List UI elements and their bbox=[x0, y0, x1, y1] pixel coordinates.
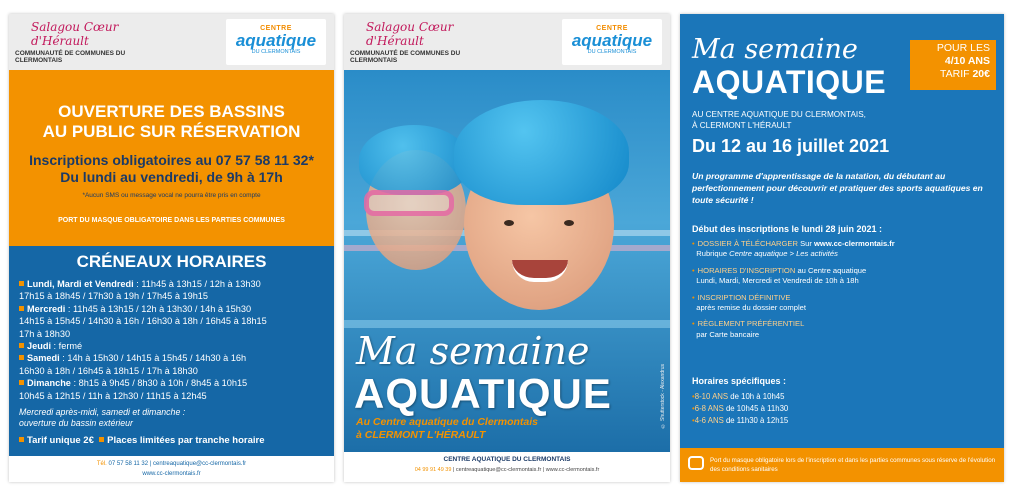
logo-community: COMMUNAUTÉ DE COMMUNES DU CLERMONTAIS bbox=[15, 50, 126, 64]
age-price-badge bbox=[910, 40, 996, 90]
bullet-square bbox=[19, 355, 24, 360]
program-description: Un programme d'apprentissage de la natation, du débutant au perfectionnement pour découvrir et pratiquer des sports aquatiques en toute sécurité ! bbox=[692, 171, 983, 205]
aquatique-title: AQUATIQUE bbox=[354, 370, 612, 417]
logo-centre: CENTRE bbox=[596, 25, 628, 32]
bullet-square bbox=[99, 437, 104, 442]
schedule-line: Mercredi : 11h45 à 13h15 / 12h à 13h30 / 14h à 15h30 bbox=[19, 303, 324, 315]
inscription-line1: Inscriptions obligatoires au 07 57 58 11 32* bbox=[29, 152, 314, 168]
list-item: •4-6 ANS de 11h30 à 12h15 bbox=[692, 416, 789, 425]
location: AU CENTRE AQUATIQUE DU CLERMONTAIS, À CLERMONT L'HÉRAULT bbox=[692, 110, 866, 130]
age-range: 4/10 ANS bbox=[944, 55, 990, 67]
age-label: POUR LES bbox=[936, 42, 990, 54]
logo-brand: Salagou Cœur d'Hérault bbox=[366, 20, 454, 48]
poster-photo bbox=[344, 14, 670, 482]
schedule-line: 17h à 18h30 bbox=[19, 328, 71, 339]
creneaux-section bbox=[9, 246, 334, 456]
schedule-line: 17h15 à 18h45 / 17h30 à 19h / 17h45 à 19h15 bbox=[19, 291, 209, 302]
mask-footer-text: Port du masque obligatoire lors de l'inscription et dans les parties communes sous réserve de l'évolution des conditions sanitaires bbox=[710, 457, 996, 473]
logo-clermontais: DU CLERMONTAIS bbox=[587, 49, 637, 55]
logo-clermontais: DU CLERMONTAIS bbox=[251, 49, 301, 55]
logo-aquatique: aquatique bbox=[571, 31, 653, 50]
salagou-logo bbox=[15, 20, 165, 64]
centre-aquatique-logo bbox=[226, 19, 326, 65]
contact-line: 04 99 91 49 39 | centreaquatique@cc-clermontais.fr | www.cc-clermontais.fr bbox=[414, 467, 600, 473]
aquatique-title: AQUATIQUE bbox=[692, 64, 887, 100]
website-link[interactable]: www.cc-clermontais.fr bbox=[142, 471, 201, 477]
poster-program bbox=[680, 14, 1004, 482]
bullet-square bbox=[19, 380, 24, 385]
tarif-line: Tarif unique 2€ Places limitées par tranche horaire bbox=[19, 435, 324, 446]
bullet-square bbox=[19, 343, 24, 348]
tel-number: 07 57 58 11 32 bbox=[108, 461, 149, 467]
poster-header bbox=[344, 14, 670, 70]
opening-title-line1: OUVERTURE DES BASSINS bbox=[58, 102, 285, 121]
event-date: Du 12 au 16 juillet 2021 bbox=[692, 136, 890, 156]
list-item: • RÈGLEMENT PRÉFÉRENTIEL par Carte bancaire bbox=[692, 319, 805, 339]
poster-opening-hours bbox=[9, 14, 334, 482]
schedule-line: 16h30 à 18h / 16h45 à 18h15 / 17h à 18h30 bbox=[19, 365, 198, 376]
mask-icon bbox=[688, 456, 704, 470]
tel-label: Tél. bbox=[96, 461, 107, 467]
centre-name: CENTRE AQUATIQUE DU CLERMONTAIS bbox=[443, 456, 571, 463]
schedule-line: Dimanche : 8h15 à 9h45 / 8h30 à 10h / 8h45 à 10h15 bbox=[19, 377, 324, 389]
bullet-square bbox=[19, 306, 24, 311]
list-item: • INSCRIPTION DÉFINITIVE après remise du dossier complet bbox=[692, 292, 806, 313]
schedule-line: 14h15 à 15h45 / 14h30 à 16h / 16h30 à 18h / 16h45 à 18h15 bbox=[19, 316, 267, 327]
ma-semaine-title: Ma semaine bbox=[356, 329, 590, 373]
ma-semaine-title: Ma semaine bbox=[692, 34, 858, 65]
specific-hours-title: Horaires spécifiques : bbox=[692, 376, 787, 386]
bullet-square bbox=[19, 437, 24, 442]
contact-email[interactable]: centreaquatique@cc-clermontais.fr bbox=[153, 461, 247, 467]
schedule-line: Jeudi : fermé bbox=[19, 340, 324, 352]
contact-footer: Tél. 07 57 58 11 32 | centreaquatique@cc-clermontais.fr www.cc-clermontais.fr bbox=[9, 456, 334, 482]
contact-footer bbox=[344, 452, 670, 482]
centre-aquatique-logo bbox=[562, 19, 662, 65]
list-item: • DOSSIER À TÉLÉCHARGER Sur www.cc-clermontais.fr Rubrique Centre aquatique > Les activités bbox=[692, 239, 895, 259]
opening-section bbox=[9, 70, 334, 246]
schedule-line: 10h45 à 12h15 / 11h à 12h30 / 11h15 à 12h45 bbox=[19, 390, 207, 401]
location-subtitle: Au Centre aquatique du Clermontais à CLERMONT L'HÉRAULT bbox=[356, 416, 539, 441]
logo-brand: Salagou Cœur d'Hérault bbox=[31, 20, 119, 48]
inscription-line2: Du lundi au vendredi, de 9h à 17h bbox=[60, 169, 283, 185]
logo-community: COMMUNAUTÉ DE COMMUNES DU CLERMONTAIS bbox=[350, 50, 461, 64]
specific-hours-list bbox=[692, 391, 788, 427]
list-item: • HORAIRES D'INSCRIPTION au Centre aquatique Lundi, Mardi, Mercredi et Vendredi de 10h à 18h bbox=[692, 265, 867, 286]
poster-header bbox=[9, 14, 334, 70]
schedule-line: Lundi, Mardi et Vendredi : 11h45 à 13h15 / 12h à 13h30 bbox=[19, 278, 324, 290]
creneaux-title: CRÉNEAUX HORAIRES bbox=[76, 252, 267, 271]
registration-start: Début des inscriptions le lundi 28 juin 2021 : bbox=[692, 224, 883, 234]
logo-aquatique: aquatique bbox=[235, 31, 317, 50]
inscription-note: *Aucun SMS ou message vocal ne pourra être pris en compte bbox=[82, 192, 261, 199]
list-item: •8-10 ANS de 10h à 10h45 bbox=[692, 392, 785, 401]
schedule-line: Samedi : 14h à 15h30 / 14h15 à 15h45 / 14h30 à 16h bbox=[19, 352, 324, 364]
list-item: •6-8 ANS de 10h45 à 11h30 bbox=[692, 404, 789, 413]
mask-notice: PORT DU MASQUE OBLIGATOIRE DANS LES PARTIES COMMUNES bbox=[58, 217, 285, 224]
opening-title-line2: AU PUBLIC SUR RÉSERVATION bbox=[42, 122, 301, 141]
registration-list bbox=[692, 239, 992, 346]
bullet-square bbox=[19, 281, 24, 286]
salagou-logo bbox=[350, 20, 500, 64]
photo-credit: © Shutterstock - Alexandrus bbox=[660, 364, 666, 429]
price: TARIF 20€ bbox=[939, 68, 990, 80]
logo-centre: CENTRE bbox=[260, 25, 292, 32]
mask-footer bbox=[680, 448, 1004, 482]
outdoor-note: Mercredi après-midi, samedi et dimanche : ouverture du bassin extérieur bbox=[19, 407, 186, 429]
